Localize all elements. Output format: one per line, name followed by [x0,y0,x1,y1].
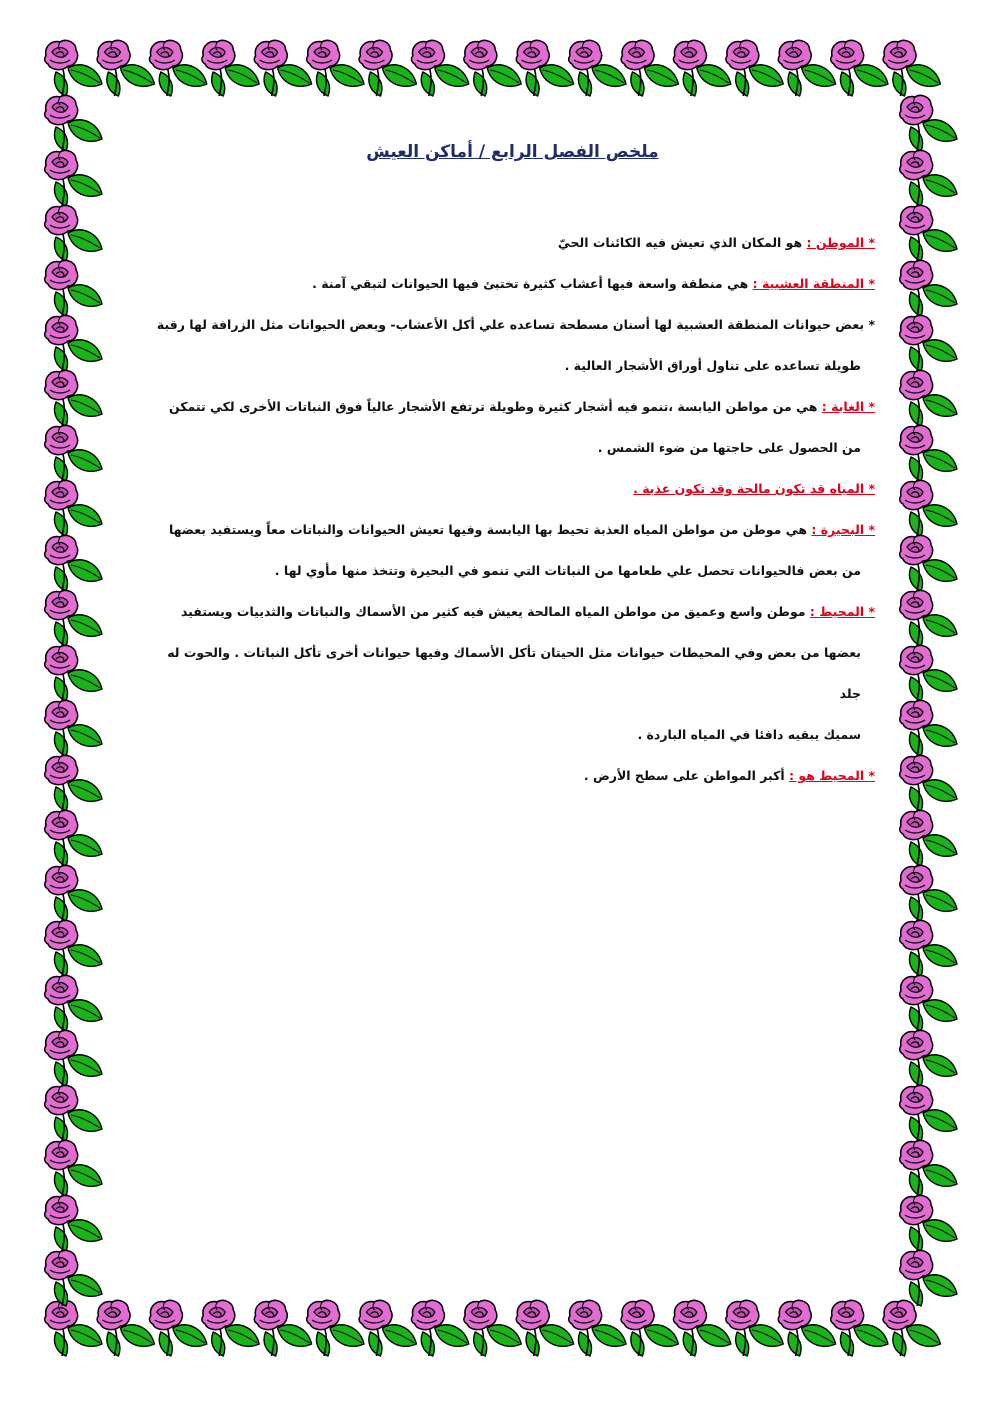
border-right [900,95,957,1306]
rose-flower-icon [45,645,102,701]
summary-line [150,304,875,345]
rose-flower-icon [621,40,678,96]
rose-flower-icon [45,205,102,261]
term-label: * المحيط هو : [789,768,875,783]
line-text: هي منطقة واسعة فيها أعشاب كثيرة تختبئ فيها الحيوانات لتبقي آمنة . [312,276,753,291]
summary-paragraphs [150,222,875,796]
highlight-note: * المياه قد تكون مالحة وقد تكون عذبة . [633,481,875,496]
rose-flower-icon [254,40,311,96]
rose-flower-icon [45,1300,102,1356]
rose-flower-icon [45,700,102,756]
rose-flower-icon [202,40,259,96]
line-text: سميك يبقيه دافئا في المياه الباردة . [637,727,861,742]
rose-flower-icon [97,1300,154,1356]
rose-flower-icon [149,40,206,96]
rose-flower-icon [900,975,957,1031]
border-top [45,40,941,96]
summary-line [150,550,875,591]
rose-flower-icon [900,1250,957,1306]
rose-flower-icon [202,1300,259,1356]
rose-flower-icon [900,205,957,261]
rose-flower-icon [726,40,783,96]
rose-flower-icon [45,865,102,921]
line-text: بعضها من بعض وفي المحيطات حيوانات مثل الحيتان تأكل الأسماك وفيها حيوانات أخرى تأكل النباتات . والحوت له جلد [167,645,861,701]
line-text: من الحصول على حاجتها من ضوء الشمس . [597,440,861,455]
rose-flower-icon [883,40,940,96]
rose-flower-icon [45,425,102,481]
rose-flower-icon [45,1085,102,1141]
rose-flower-icon [45,260,102,316]
border-bottom [45,1300,941,1356]
rose-flower-icon [45,975,102,1031]
rose-flower-icon [900,755,957,811]
rose-flower-icon [900,1140,957,1196]
line-text: من بعض فالحيوانات تحصل علي طعامها من النباتات التي تنمو في البحيرة وتتخذ منها مأوي لها . [274,563,861,578]
border-left [45,95,102,1306]
line-text: هو المكان الذي تعيش فيه الكائنات الحيّ [557,235,807,250]
summary-document [150,130,875,796]
summary-line [150,222,875,263]
rose-flower-icon [254,1300,311,1356]
rose-flower-icon [45,920,102,976]
summary-line [150,468,875,509]
rose-flower-icon [411,40,468,96]
summary-line [150,591,875,632]
rose-flower-icon [307,1300,364,1356]
term-label: * البحيرة : [811,522,875,537]
rose-flower-icon [900,150,957,206]
rose-flower-icon [516,40,573,96]
rose-flower-icon [900,370,957,426]
rose-flower-icon [569,40,626,96]
rose-flower-icon [45,590,102,646]
line-text: * بعض حيوانات المنطقة العشبية لها أسنان مسطحة تساعده علي أكل الأعشاب- وبعض الحيوانات مثل الزرافة لها رقبة [156,317,875,332]
rose-flower-icon [778,1300,835,1356]
rose-flower-icon [307,40,364,96]
rose-flower-icon [900,810,957,866]
rose-flower-icon [464,40,521,96]
summary-line [150,755,875,796]
rose-flower-icon [45,755,102,811]
rose-flower-icon [45,810,102,866]
rose-flower-icon [359,1300,416,1356]
rose-flower-icon [45,150,102,206]
rose-flower-icon [831,1300,888,1356]
line-text: هي من مواطن اليابسة ،تنمو فيه أشجار كثيرة وطويلة ترتفع الأشجار عالياً فوق النباتات الأخرى لكي تتمكن [168,399,822,414]
term-label: * المحيط : [809,604,875,619]
rose-flower-icon [900,425,957,481]
rose-flower-icon [900,645,957,701]
rose-flower-icon [900,700,957,756]
rose-flower-icon [900,1195,957,1251]
rose-flower-icon [900,315,957,371]
document-title: ملخص الفصل الرابع / أماكن العيش [366,142,659,162]
rose-flower-icon [149,1300,206,1356]
rose-flower-icon [900,260,957,316]
rose-flower-icon [45,315,102,371]
summary-line [150,509,875,550]
line-text: طويلة تساعده على تناول أوراق الأشجار العالية . [564,358,861,373]
rose-flower-icon [900,865,957,921]
rose-flower-icon [45,1030,102,1086]
rose-flower-icon [97,40,154,96]
line-text: موطن واسع وعميق من مواطن المياه المالحة يعيش فيه كثير من الأسماك والنباتات والثدييات ويستفيد [180,604,810,619]
rose-flower-icon [45,480,102,536]
rose-flower-icon [621,1300,678,1356]
summary-line [150,427,875,468]
term-label: * الموطن : [806,235,875,250]
rose-flower-icon [900,920,957,976]
rose-flower-icon [900,95,957,151]
rose-flower-icon [569,1300,626,1356]
rose-flower-icon [673,1300,730,1356]
summary-line [150,263,875,304]
rose-flower-icon [516,1300,573,1356]
line-text: هي موطن من مواطن المياه العذبة تحيط بها اليابسة وفيها تعيش الحيوانات والنباتات معاً ويستفيد بعضها [168,522,812,537]
rose-flower-icon [883,1300,940,1356]
rose-flower-icon [45,40,102,96]
summary-line [150,386,875,427]
rose-flower-icon [900,1030,957,1086]
line-text: أكبر المواطن على سطح الأرض . [583,768,790,783]
summary-line [150,345,875,386]
rose-flower-icon [45,1195,102,1251]
rose-flower-icon [45,95,102,151]
rose-flower-icon [831,40,888,96]
rose-flower-icon [900,535,957,591]
term-label: * المنطقة العشبية : [752,276,875,291]
rose-flower-icon [45,370,102,426]
rose-flower-icon [464,1300,521,1356]
rose-flower-icon [726,1300,783,1356]
rose-flower-icon [45,1140,102,1196]
term-label: * الغابة : [821,399,875,414]
rose-flower-icon [778,40,835,96]
rose-flower-icon [900,590,957,646]
rose-flower-icon [359,40,416,96]
rose-flower-icon [900,480,957,536]
rose-flower-icon [45,535,102,591]
rose-flower-icon [900,1085,957,1141]
summary-line [150,632,875,714]
rose-flower-icon [411,1300,468,1356]
rose-flower-icon [673,40,730,96]
rose-flower-icon [45,1250,102,1306]
summary-line [150,714,875,755]
